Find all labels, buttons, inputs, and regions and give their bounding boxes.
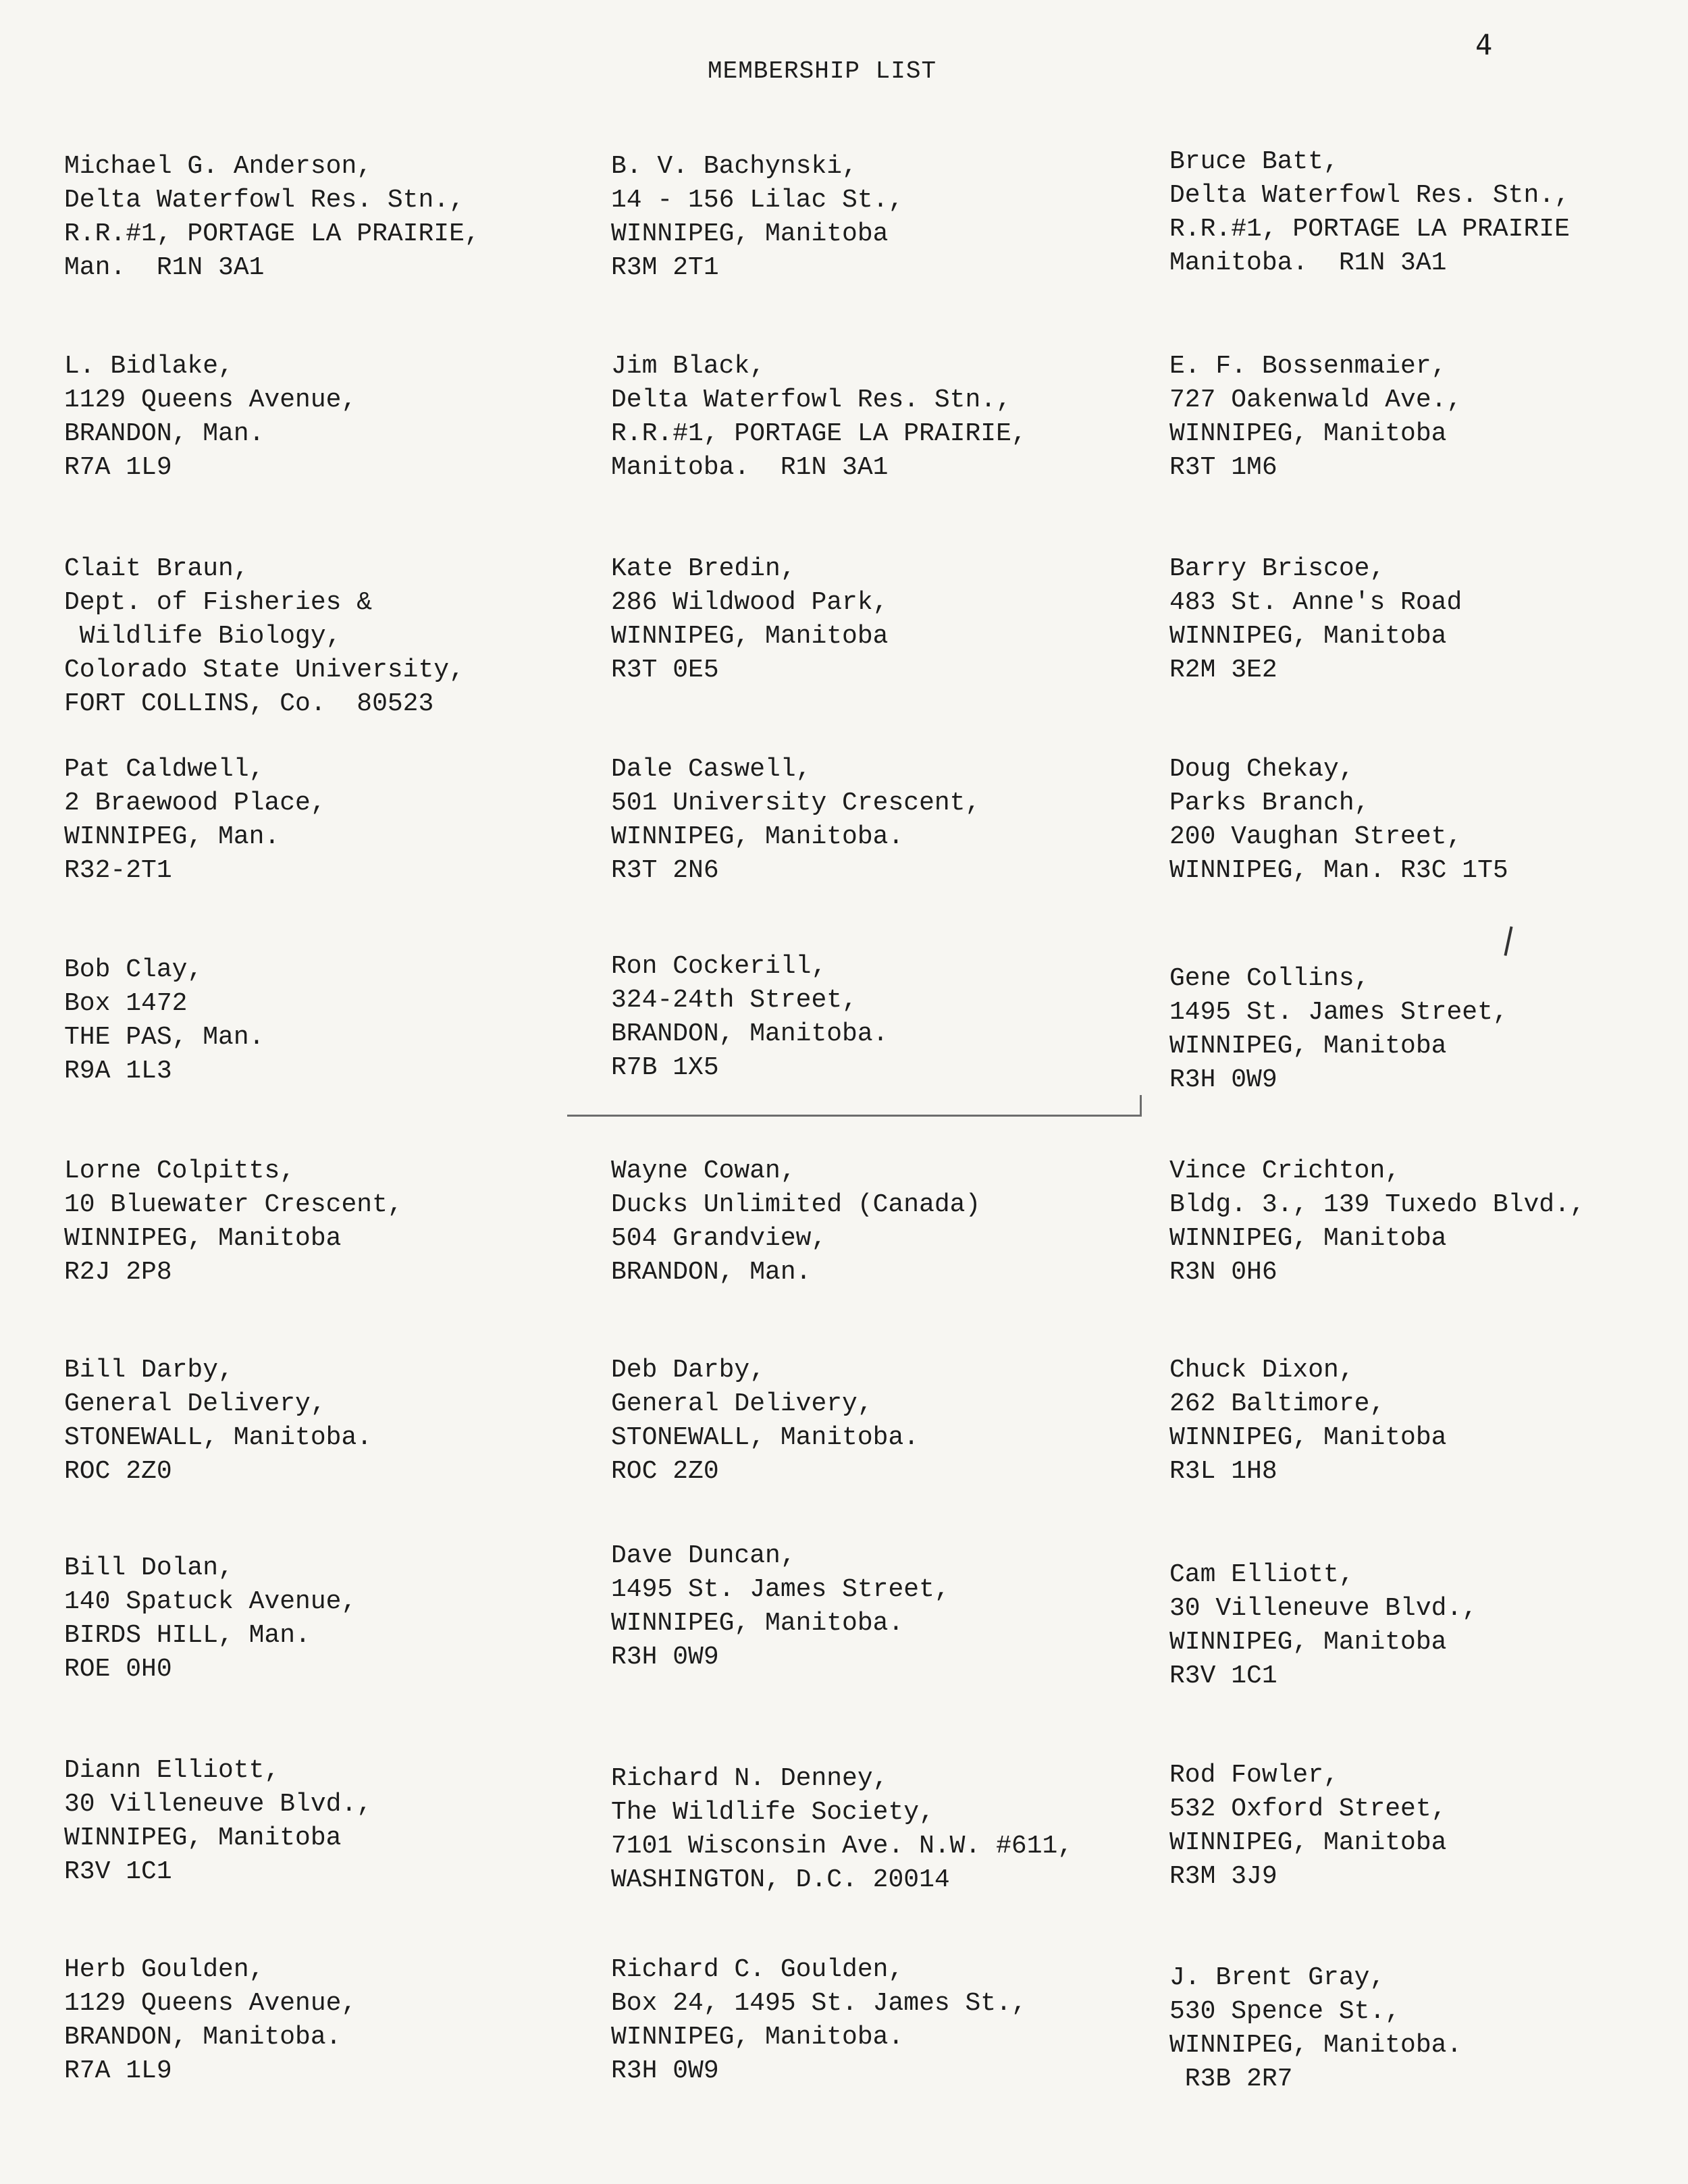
member-entry	[64, 1154, 604, 1289]
member-entry	[611, 1762, 1151, 1897]
member-entry	[1169, 145, 1688, 280]
address-line: Manitoba. R1N 3A1	[1169, 248, 1447, 277]
address-line: Box 24, 1495 St. James St.,	[611, 1989, 1027, 2018]
member-name: Doug Chekay,	[1169, 755, 1354, 784]
address-line: 286 Wildwood Park,	[611, 588, 889, 617]
horizontal-rule	[567, 1115, 1141, 1117]
address-line: Man. R1N 3A1	[64, 253, 265, 282]
member-name: L. Bidlake,	[64, 352, 234, 381]
member-entry	[1169, 1154, 1688, 1289]
address-line: 1129 Queens Avenue,	[64, 385, 357, 415]
address-line: R3M 2T1	[611, 253, 719, 282]
member-entry	[1169, 962, 1688, 1097]
address-line: R3V 1C1	[1169, 1661, 1277, 1690]
member-name: Vince Crichton,	[1169, 1156, 1401, 1186]
address-line: 200 Vaughan Street,	[1169, 822, 1462, 851]
address-line: 262 Baltimore,	[1169, 1389, 1386, 1418]
member-entry	[1169, 1354, 1688, 1489]
member-entry	[64, 1551, 604, 1686]
address-line: R32-2T1	[64, 856, 172, 885]
member-name: Bill Darby,	[64, 1356, 234, 1385]
address-line: ROE 0H0	[64, 1655, 172, 1684]
address-line: 501 University Crescent,	[611, 789, 981, 818]
rule-tick-mark	[1140, 1095, 1142, 1117]
address-line: WASHINGTON, D.C. 20014	[611, 1865, 950, 1894]
address-line: WINNIPEG, Manitoba	[1169, 1628, 1447, 1657]
member-entry	[64, 552, 604, 721]
address-line: BRANDON, Manitoba.	[611, 1019, 889, 1048]
address-line: STONEWALL, Manitoba.	[64, 1423, 373, 1452]
page-number: 4	[1475, 28, 1493, 61]
address-line: 324-24th Street,	[611, 986, 858, 1015]
address-line: BRANDON, Manitoba.	[64, 2023, 342, 2052]
address-line: WINNIPEG, Manitoba.	[1169, 2031, 1462, 2060]
address-line: WINNIPEG, Manitoba	[611, 219, 889, 248]
member-entry	[64, 1953, 604, 2088]
member-name: Dave Duncan,	[611, 1541, 796, 1570]
address-line: 14 - 156 Lilac St.,	[611, 186, 904, 215]
member-entry	[611, 350, 1151, 485]
member-entry	[1169, 753, 1688, 888]
member-entry	[64, 150, 604, 285]
member-entry	[1169, 1759, 1688, 1894]
member-name: Kate Bredin,	[611, 554, 796, 583]
address-line: Wildlife Biology,	[64, 622, 342, 651]
address-line: Delta Waterfowl Res. Stn.,	[1169, 181, 1570, 210]
address-line: R3H 0W9	[611, 1643, 719, 1672]
address-line: WINNIPEG, Manitoba	[1169, 1224, 1447, 1253]
address-line: R3M 3J9	[1169, 1862, 1277, 1891]
member-entry	[611, 753, 1151, 888]
address-line: General Delivery,	[64, 1389, 326, 1418]
address-line: 1129 Queens Avenue,	[64, 1989, 357, 2018]
member-name: E. F. Bossenmaier,	[1169, 352, 1447, 381]
member-name: Pat Caldwell,	[64, 755, 265, 784]
member-entry	[1169, 350, 1688, 485]
member-entry	[611, 950, 1151, 1085]
member-name: Bruce Batt,	[1169, 147, 1339, 176]
address-line: R3L 1H8	[1169, 1457, 1277, 1486]
address-line: R3H 0W9	[1169, 1065, 1277, 1094]
address-line: Dept. of Fisheries &	[64, 588, 373, 617]
member-name: Diann Elliott,	[64, 1756, 280, 1785]
address-line: WINNIPEG, Manitoba.	[611, 1609, 904, 1638]
address-line: 1495 St. James Street,	[1169, 998, 1508, 1027]
address-line: R3N 0H6	[1169, 1258, 1277, 1287]
member-entry	[611, 552, 1151, 687]
member-name: J. Brent Gray,	[1169, 1963, 1386, 1992]
member-name: Rod Fowler,	[1169, 1761, 1339, 1790]
address-line: WINNIPEG, Man.	[64, 822, 280, 851]
address-line: WINNIPEG, Manitoba	[1169, 1828, 1447, 1857]
member-entry	[611, 1953, 1151, 2088]
member-entry	[64, 1354, 604, 1489]
member-entry	[64, 350, 604, 485]
member-name: Jim Black,	[611, 352, 766, 381]
member-entry	[1169, 1961, 1688, 2096]
address-line: R3T 0E5	[611, 656, 719, 685]
address-line: Delta Waterfowl Res. Stn.,	[611, 385, 1011, 415]
member-name: Bill Dolan,	[64, 1553, 234, 1582]
member-name: Gene Collins,	[1169, 964, 1370, 993]
member-entry	[611, 1354, 1151, 1489]
address-line: R.R.#1, PORTAGE LA PRAIRIE,	[64, 219, 480, 248]
address-line: 7101 Wisconsin Ave. N.W. #611,	[611, 1832, 1074, 1861]
address-line: Bldg. 3., 139 Tuxedo Blvd.,	[1169, 1190, 1585, 1219]
member-entry	[64, 953, 604, 1088]
member-entry	[64, 753, 604, 888]
address-line: Delta Waterfowl Res. Stn.,	[64, 186, 465, 215]
member-entry	[1169, 552, 1688, 687]
address-line: R7B 1X5	[611, 1053, 719, 1082]
member-name: Cam Elliott,	[1169, 1560, 1354, 1589]
address-line: R2J 2P8	[64, 1258, 172, 1287]
member-name: Ron Cockerill,	[611, 952, 827, 981]
member-name: Dale Caswell,	[611, 755, 812, 784]
address-line: ROC 2Z0	[64, 1457, 172, 1486]
address-line: Manitoba. R1N 3A1	[611, 453, 889, 482]
address-line: ROC 2Z0	[611, 1457, 719, 1486]
member-entry	[611, 150, 1151, 285]
address-line: R3T 1M6	[1169, 453, 1277, 482]
address-line: 1495 St. James Street,	[611, 1575, 950, 1604]
address-line: Parks Branch,	[1169, 789, 1370, 818]
address-line: WINNIPEG, Manitoba	[611, 622, 889, 651]
address-line: 530 Spence St.,	[1169, 1997, 1401, 2026]
member-name: Chuck Dixon,	[1169, 1356, 1354, 1385]
member-name: Lorne Colpitts,	[64, 1156, 296, 1186]
address-line: BRANDON, Man.	[611, 1258, 812, 1287]
address-line: R3T 2N6	[611, 856, 719, 885]
member-name: Richard N. Denney,	[611, 1764, 889, 1793]
address-line: 10 Bluewater Crescent,	[64, 1190, 403, 1219]
address-line: R3V 1C1	[64, 1857, 172, 1886]
member-name: Clait Braun,	[64, 554, 249, 583]
address-line: THE PAS, Man.	[64, 1023, 265, 1052]
address-line: FORT COLLINS, Co. 80523	[64, 689, 434, 718]
address-line: Box 1472	[64, 989, 188, 1018]
address-line: 727 Oakenwald Ave.,	[1169, 385, 1462, 415]
address-line: R.R.#1, PORTAGE LA PRAIRIE,	[611, 419, 1027, 448]
address-line: General Delivery,	[611, 1389, 873, 1418]
address-line: WINNIPEG, Manitoba.	[611, 2023, 904, 2052]
member-name: Michael G. Anderson,	[64, 152, 373, 181]
member-name: Herb Goulden,	[64, 1955, 265, 1984]
address-line: WINNIPEG, Manitoba	[1169, 1032, 1447, 1061]
address-line: Colorado State University,	[64, 656, 465, 685]
address-line: R3H 0W9	[611, 2056, 719, 2085]
address-line: WINNIPEG, Man. R3C 1T5	[1169, 856, 1508, 885]
address-line: R2M 3E2	[1169, 656, 1277, 685]
member-name: Bob Clay,	[64, 955, 203, 984]
address-line: 30 Villeneuve Blvd.,	[64, 1790, 373, 1819]
address-line: BIRDS HILL, Man.	[64, 1621, 311, 1650]
member-name: Richard C. Goulden,	[611, 1955, 904, 1984]
address-line: WINNIPEG, Manitoba	[1169, 622, 1447, 651]
address-line: 30 Villeneuve Blvd.,	[1169, 1594, 1478, 1623]
member-entry	[611, 1154, 1151, 1289]
member-entry	[611, 1539, 1151, 1674]
address-line: STONEWALL, Manitoba.	[611, 1423, 920, 1452]
address-line: 504 Grandview,	[611, 1224, 827, 1253]
address-line: R7A 1L9	[64, 453, 172, 482]
address-line: 532 Oxford Street,	[1169, 1794, 1447, 1823]
address-line: R.R.#1, PORTAGE LA PRAIRIE	[1169, 215, 1570, 244]
member-name: Barry Briscoe,	[1169, 554, 1386, 583]
address-line: WINNIPEG, Manitoba	[1169, 1423, 1447, 1452]
member-name: Deb Darby,	[611, 1356, 766, 1385]
address-line: The Wildlife Society,	[611, 1798, 934, 1827]
page-title: MEMBERSHIP LIST	[708, 57, 937, 85]
address-line: BRANDON, Man.	[64, 419, 265, 448]
member-entry	[1169, 1558, 1688, 1693]
address-line: Ducks Unlimited (Canada)	[611, 1190, 981, 1219]
address-line: R3B 2R7	[1169, 2065, 1293, 2094]
member-entry	[64, 1754, 604, 1889]
address-line: WINNIPEG, Manitoba	[1169, 419, 1447, 448]
member-name: B. V. Bachynski,	[611, 152, 858, 181]
address-line: WINNIPEG, Manitoba	[64, 1224, 342, 1253]
address-line: 140 Spatuck Avenue,	[64, 1587, 357, 1616]
address-line: R7A 1L9	[64, 2056, 172, 2085]
member-name: Wayne Cowan,	[611, 1156, 796, 1186]
address-line: 483 St. Anne's Road	[1169, 588, 1462, 617]
address-line: 2 Braewood Place,	[64, 789, 326, 818]
address-line: WINNIPEG, Manitoba.	[611, 822, 904, 851]
address-line: R9A 1L3	[64, 1057, 172, 1086]
address-line: WINNIPEG, Manitoba	[64, 1823, 342, 1853]
pen-mark	[1504, 926, 1512, 956]
